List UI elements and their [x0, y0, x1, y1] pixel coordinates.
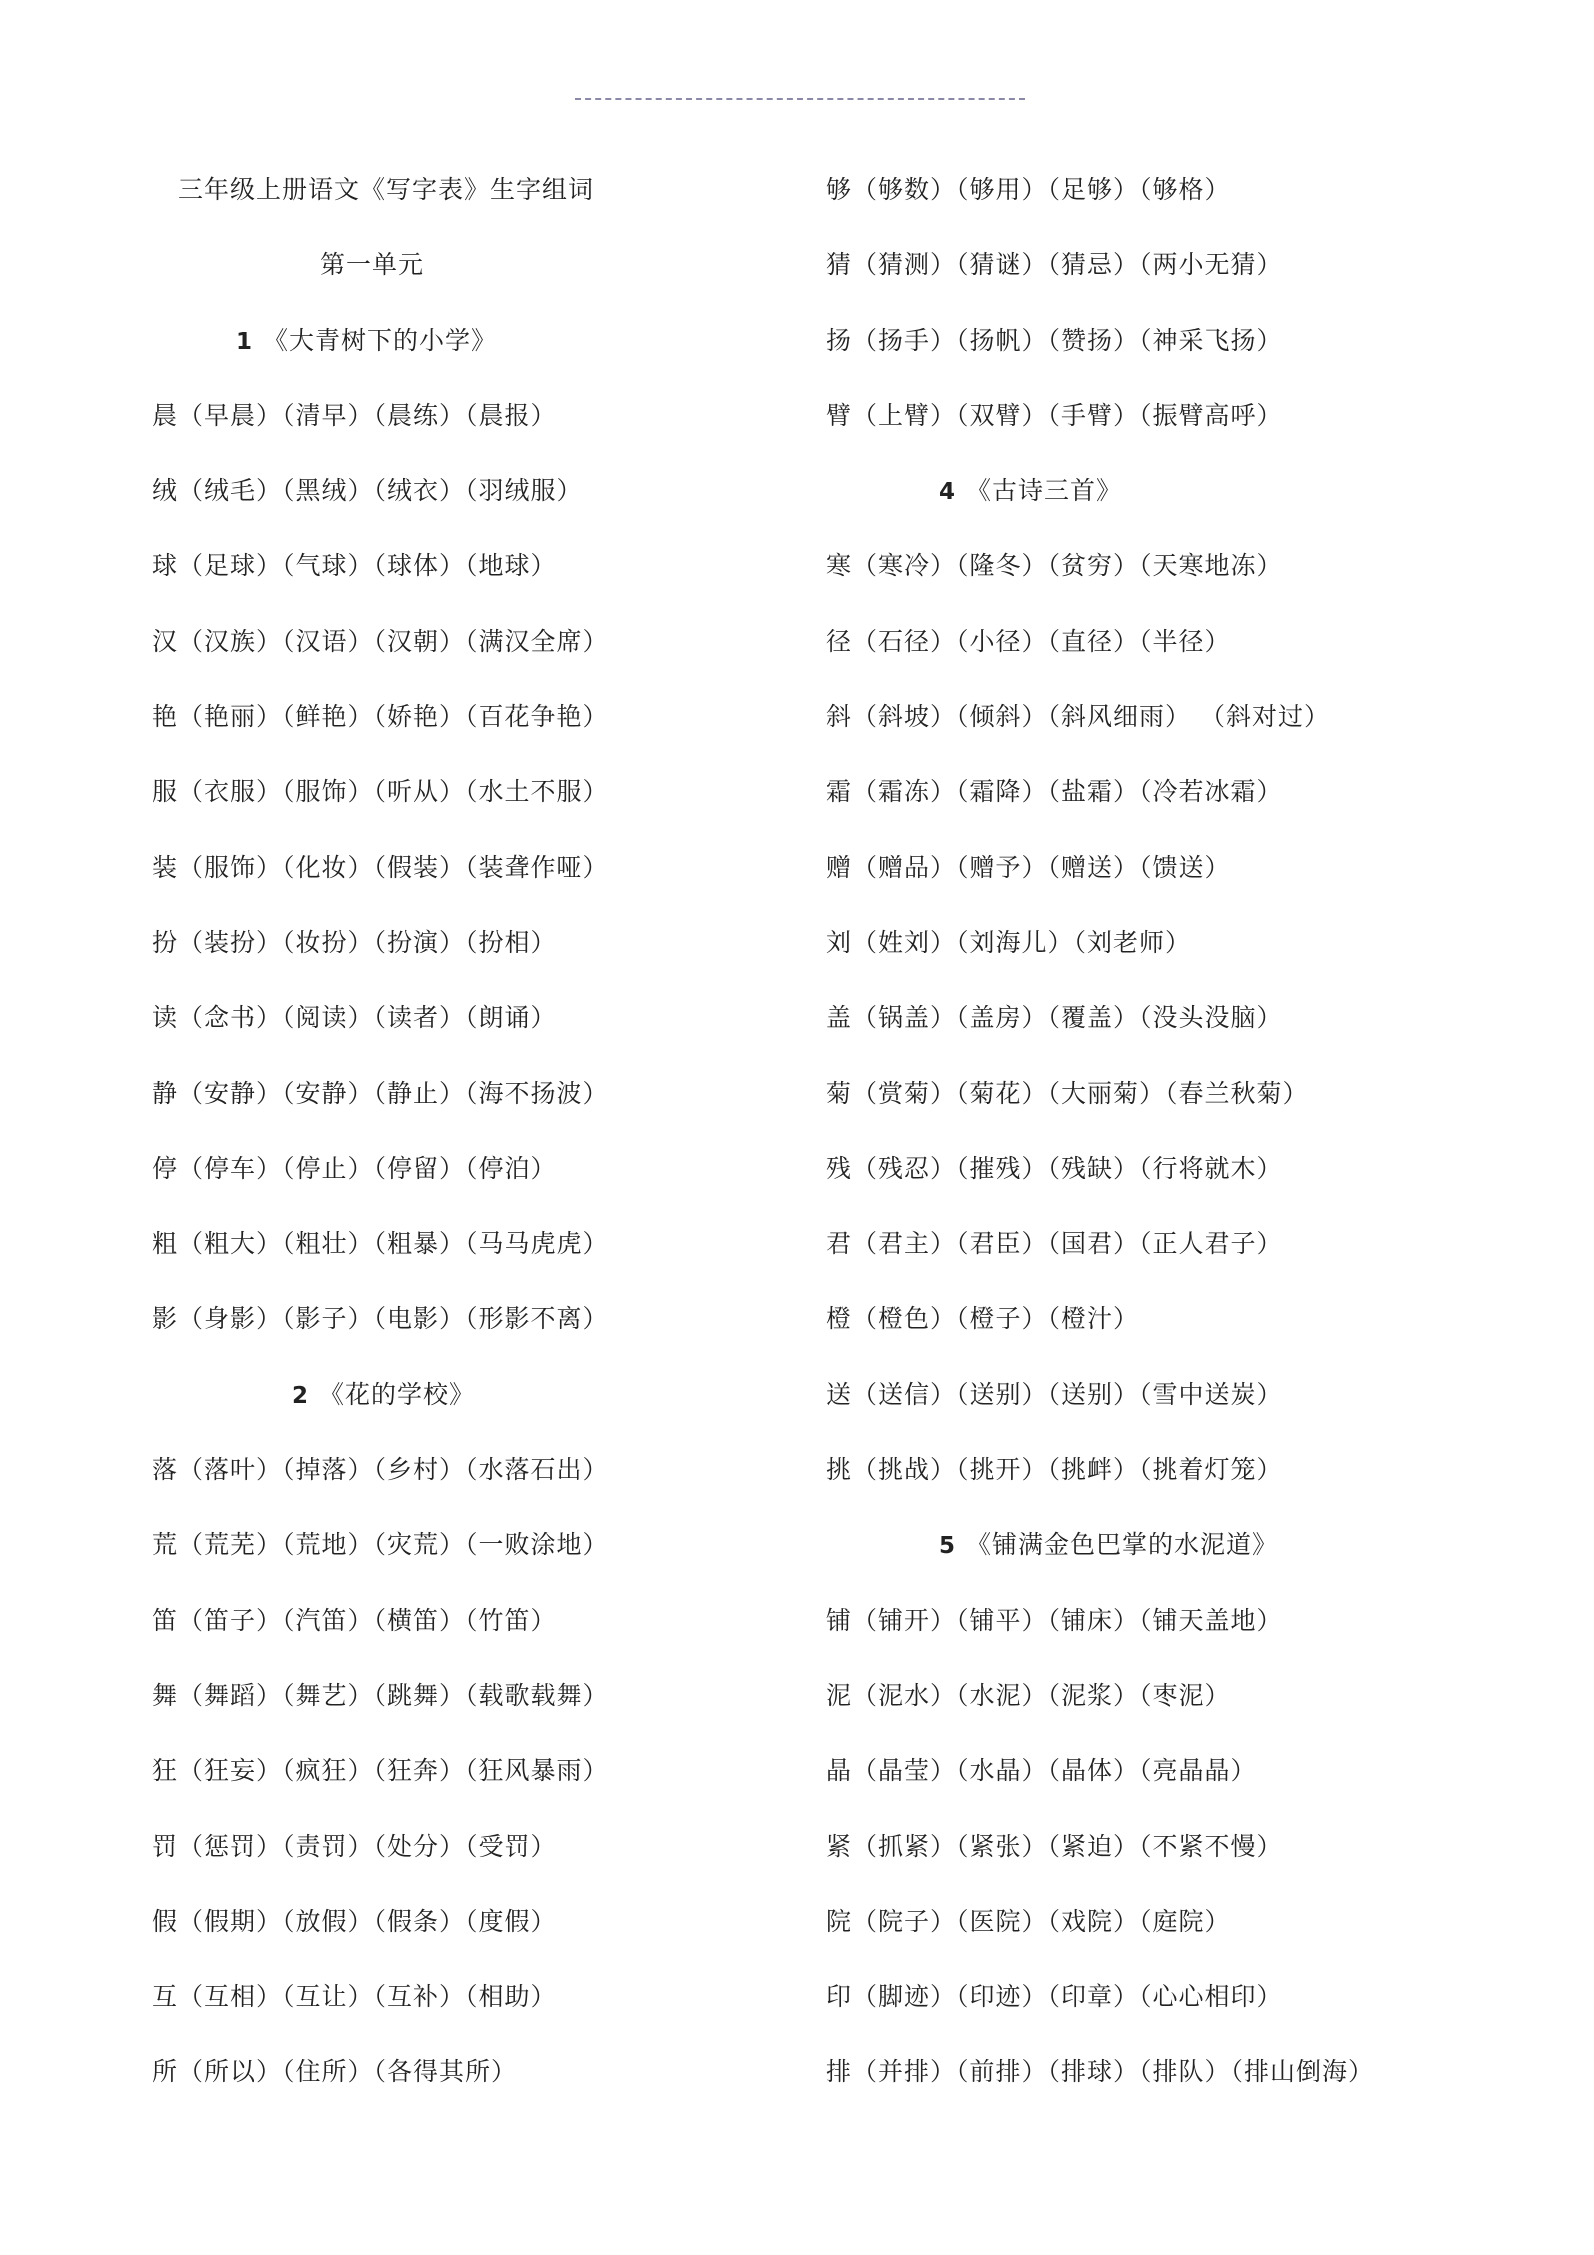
lesson-title: 《大青树下的小学》 — [263, 325, 498, 355]
word-entry: 扮（装扮）（妆扮）（扮演）（扮相） — [152, 927, 557, 957]
unit-heading: 第一单元 — [320, 250, 425, 280]
lesson-title: 《古诗三首》 — [966, 476, 1123, 506]
lesson-title: 《花的学校》 — [319, 1379, 476, 1409]
word-entry: 赠（赠品）（赠予）（赠送）（馈送） — [826, 852, 1231, 882]
word-entry: 停（停车）（停止）（停留）（停泊） — [152, 1153, 557, 1183]
word-entry: 汉（汉族）（汉语）（汉朝）（满汉全席） — [152, 626, 609, 656]
word-entry: 笛（笛子）（汽笛）（横笛）（竹笛） — [152, 1605, 557, 1635]
word-entry: 罚（惩罚）（责罚）（处分）（受罚） — [152, 1831, 557, 1861]
word-entry: 橙（橙色）（橙子）（橙汁） — [826, 1304, 1140, 1334]
word-entry: 猜（猜测）（猜谜）（猜忌）（两小无猜） — [826, 250, 1283, 280]
lesson-1-heading — [152, 303, 792, 378]
word-entry: 泥（泥水）（水泥）（泥浆）（枣泥） — [826, 1680, 1231, 1710]
word-entry: 静（安静）（安静）（静止）（海不扬波） — [152, 1078, 609, 1108]
lesson-number: 1 — [236, 328, 254, 355]
word-entry: 荒（荒芜）（荒地）（灾荒）（一败涂地） — [152, 1530, 609, 1560]
word-entry: 球（足球）（气球）（球体）（地球） — [152, 551, 557, 581]
word-entry: 紧（抓紧）（紧张）（紧迫）（不紧不慢） — [826, 1831, 1283, 1861]
word-entry: 够（够数）（够用）（足够）（够格） — [826, 175, 1231, 204]
lesson-number: 4 — [939, 479, 957, 506]
word-entry: 绒（绒毛）（黑绒）（绒衣）（羽绒服） — [152, 476, 583, 506]
lesson-4-heading — [826, 453, 1526, 528]
word-entry: 送（送信）（送别）（送别）（雪中送炭） — [826, 1379, 1283, 1409]
word-entry: 径（石径）（小径）（直径）（半径） — [826, 626, 1231, 656]
word-entry: 排（并排）（前排）（排球）（排队）（排山倒海） — [826, 2057, 1375, 2087]
word-entry: 斜（斜坡）（倾斜）（斜风细雨） （斜对过） — [826, 702, 1330, 732]
word-entry: 盖（锅盖）（盖房）（覆盖）（没头没脑） — [826, 1003, 1283, 1033]
word-entry: 印（脚迹）（印迹）（印章）（心心相印） — [826, 1982, 1283, 2012]
word-entry: 粗（粗大）（粗壮）（粗暴）（马马虎虎） — [152, 1229, 609, 1259]
word-entry: 装（服饰）（化妆）（假装）（装聋作哑） — [152, 852, 609, 882]
lesson-number: 2 — [292, 1382, 310, 1409]
word-entry: 艳（艳丽）（鲜艳）（娇艳）（百花争艳） — [152, 702, 609, 732]
lesson-5-heading — [826, 1507, 1526, 1582]
header-dashed-rule — [575, 98, 1025, 100]
word-entry: 残（残忍）（摧残）（残缺）（行将就木） — [826, 1153, 1283, 1183]
lesson-2-heading — [152, 1357, 792, 1432]
word-entry: 扬（扬手）（扬帆）（赞扬）（神采飞扬） — [826, 325, 1283, 355]
lesson-number: 5 — [939, 1533, 957, 1560]
word-entry: 所（所以）（住所）（各得其所） — [152, 2057, 518, 2087]
word-entry: 霜（霜冻）（霜降）（盐霜）（冷若冰霜） — [826, 777, 1283, 807]
document-title: 三年级上册语文《写字表》生字组词 — [178, 175, 595, 204]
word-entry: 落（落叶）（掉落）（乡村）（水落石出） — [152, 1455, 609, 1485]
word-entry: 晶（晶莹）（水晶）（晶体）（亮晶晶） — [826, 1756, 1257, 1786]
word-entry: 铺（铺开）（铺平）（铺床）（铺天盖地） — [826, 1605, 1283, 1635]
word-entry: 臂（上臂）（双臂）（手臂）（振臂高呼） — [826, 400, 1283, 430]
word-entry: 狂（狂妄）（疯狂）（狂奔）（狂风暴雨） — [152, 1756, 609, 1786]
word-entry: 舞（舞蹈）（舞艺）（跳舞）（载歌载舞） — [152, 1680, 609, 1710]
word-entry: 君（君主）（君臣）（国君）（正人君子） — [826, 1229, 1283, 1259]
word-entry: 影（身影）（影子）（电影）（形影不离） — [152, 1304, 609, 1334]
word-entry: 寒（寒冷）（隆冬）（贫穷）（天寒地冻） — [826, 551, 1283, 581]
word-entry: 晨（早晨）（清早）（晨练）（晨报） — [152, 400, 557, 430]
lesson-title: 《铺满金色巴掌的水泥道》 — [966, 1530, 1279, 1560]
word-entry: 菊（赏菊）（菊花）（大丽菊）（春兰秋菊） — [826, 1078, 1309, 1108]
word-entry: 刘（姓刘）（刘海儿）（刘老师） — [826, 927, 1192, 957]
word-entry: 读（念书）（阅读）（读者）（朗诵） — [152, 1003, 557, 1033]
word-entry: 服（衣服）（服饰）（听从）（水土不服） — [152, 777, 609, 807]
left-column — [152, 152, 792, 2110]
word-entry: 院（院子）（医院）（戏院）（庭院） — [826, 1906, 1231, 1936]
word-entry: 假（假期）（放假）（假条）（度假） — [152, 1906, 557, 1936]
word-entry: 互（互相）（互让）（互补）（相助） — [152, 1982, 557, 2012]
right-column — [826, 152, 1526, 2110]
word-entry: 挑（挑战）（挑开）（挑衅）（挑着灯笼） — [826, 1455, 1283, 1485]
